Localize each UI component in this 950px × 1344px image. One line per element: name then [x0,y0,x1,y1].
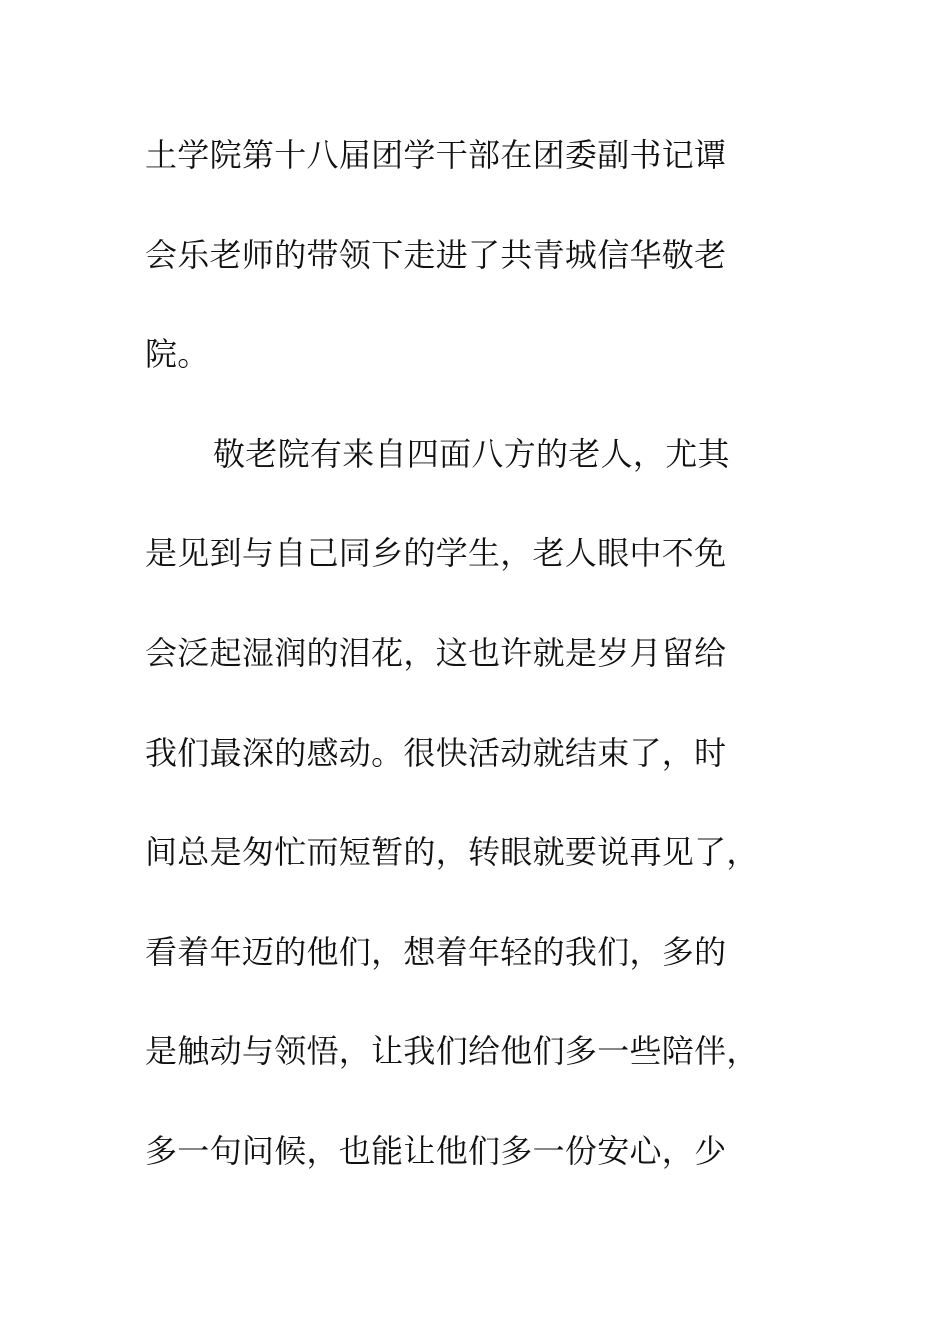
text-line: 多一句问候，也能让他们多一份安心，少 [145,1131,727,1170]
text-line: 会泛起湿润的泪花，这也许就是岁月留给 [145,633,727,672]
text-line: 我们最深的感动。很快活动就结束了，时 [145,733,727,772]
text-line: 是触动与领悟，让我们给他们多一些陪伴， [145,1032,759,1071]
body-text [145,123,825,1219]
text-line: 是见到与自己同乡的学生，老人眼中不免 [145,534,727,573]
paragraph-start-line: 敬老院有来自四面八方的老人，尤其 [213,434,730,473]
text-line: 土学院第十八届团学干部在团委副书记谭 [145,136,727,174]
text-line: 院。 [145,335,210,374]
text-line: 看着年迈的他们，想着年轻的我们，多的 [145,932,727,971]
text-line: 间总是匆忙而短暂的，转眼就要说再见了， [145,833,759,872]
text-line: 会乐老师的带领下走进了共青城信华敬老 [145,235,727,274]
